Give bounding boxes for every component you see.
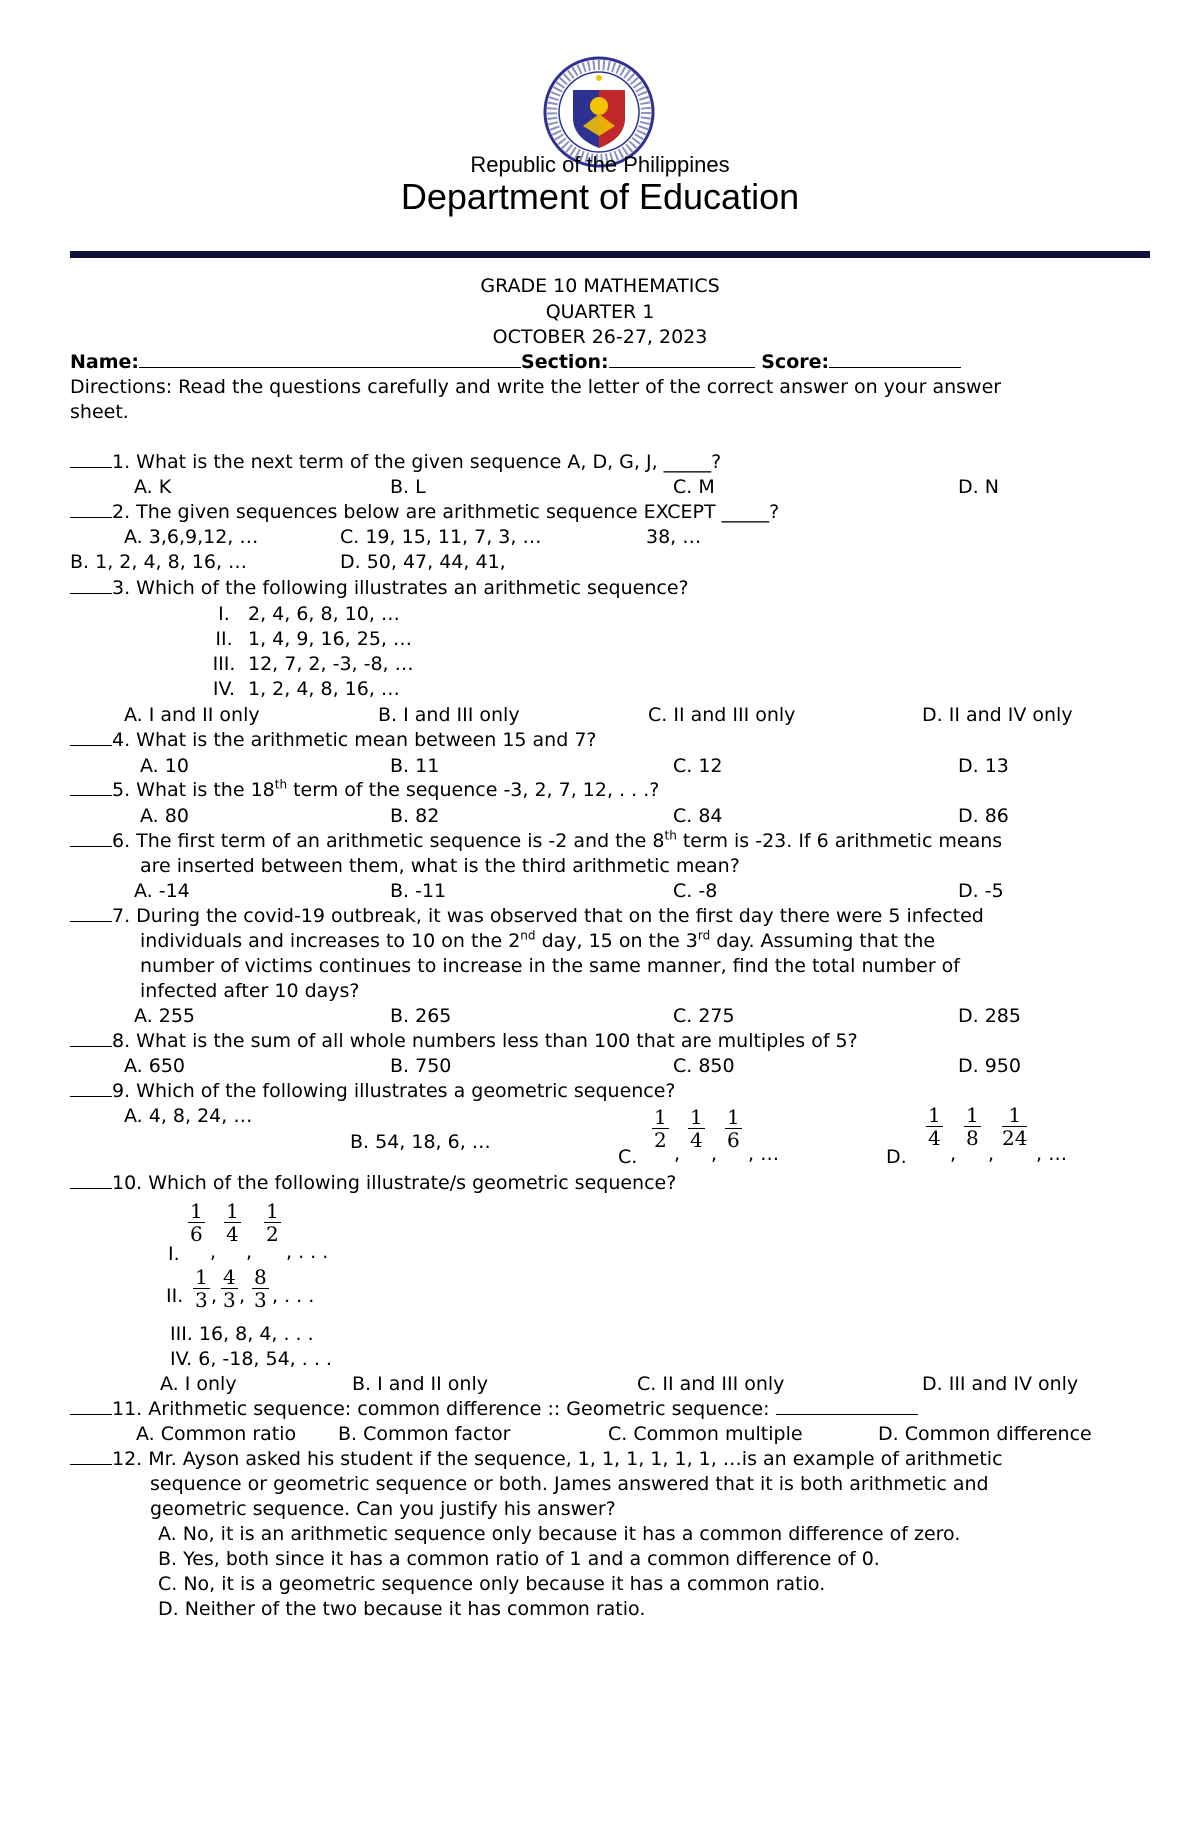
q12-choice-b: B. Yes, both since it has a common ratio of 1 and a common difference of 0. — [158, 1548, 880, 1570]
answer-blank[interactable] — [70, 501, 112, 518]
question-4: 4. What is the arithmetic mean between 15 and 7? — [70, 728, 597, 753]
q2-choice-d: D. 50, 47, 44, 41, — [340, 551, 506, 573]
answer-blank[interactable] — [70, 577, 112, 594]
q10-choice-a: A. I only — [160, 1373, 237, 1395]
question-5: 5. What is the 18th term of the sequence -3, 2, 7, 12, . . .? — [70, 778, 659, 803]
q4-choice-d: D. 13 — [958, 755, 1009, 777]
q10-choice-c: C. II and III only — [637, 1373, 785, 1395]
question-3: 3. Which of the following illustrates an arithmetic sequence? — [70, 576, 689, 601]
q10-item-ii-label: II. — [166, 1285, 184, 1307]
section-label: Section: — [521, 351, 609, 373]
q10-item-i-label: I. — [168, 1243, 180, 1265]
q6-line-2: are inserted between them, what is the third arithmetic mean? — [140, 855, 740, 877]
q9-choice-a: A. 4, 8, 24, … — [124, 1105, 253, 1127]
fraction: $\frac{1}{4}$ — [690, 1105, 703, 1152]
answer-blank[interactable] — [70, 1080, 112, 1097]
fraction: $\frac{1}{24}$ — [1002, 1103, 1028, 1150]
answer-blank[interactable] — [70, 905, 112, 922]
exam-date: OCTOBER 26-27, 2023 — [492, 326, 708, 348]
ellipsis: , … — [1036, 1143, 1068, 1165]
comma: , — [674, 1143, 681, 1165]
score-blank[interactable] — [829, 351, 961, 368]
comma: , — [711, 1143, 718, 1165]
name-field[interactable] — [70, 350, 961, 375]
q10-item-iv: IV. 6, -18, 54, . . . — [170, 1348, 332, 1370]
comma: , — [246, 1241, 253, 1263]
q6-choice-b: B. -11 — [390, 880, 447, 902]
name-label: Name: — [70, 351, 140, 373]
q7-choice-b: B. 265 — [390, 1005, 452, 1027]
q6-choice-a: A. -14 — [134, 880, 190, 902]
q11-choice-d: D. Common difference — [878, 1423, 1092, 1445]
q3-item-num: III. — [212, 653, 236, 675]
q11-choice-a: A. Common ratio — [136, 1423, 297, 1445]
fraction: $\frac{4}{3}$ — [223, 1265, 236, 1312]
q5-choice-d: D. 86 — [958, 805, 1009, 827]
republic-heading: Republic of the Philippines — [470, 152, 730, 177]
q9-choice-b: B. 54, 18, 6, … — [350, 1131, 491, 1153]
q12-line-2: sequence or geometric sequence or both. James answered that it is both arithmetic and — [150, 1473, 989, 1495]
directions-line-2: sheet. — [70, 401, 129, 423]
q12-choice-a: A. No, it is an arithmetic sequence only because it has a common difference of zero. — [158, 1523, 961, 1545]
header-rule — [70, 251, 1150, 258]
q5-choice-b: B. 82 — [390, 805, 440, 827]
q5-choice-c: C. 84 — [673, 805, 723, 827]
q3-item-text: 1, 2, 4, 8, 16, … — [248, 678, 400, 700]
q8-choice-b: B. 750 — [390, 1055, 452, 1077]
q12-choice-c: C. No, it is a geometric sequence only because it has a common ratio. — [158, 1573, 826, 1595]
answer-blank[interactable] — [70, 729, 112, 746]
fraction: $\frac{1}{6}$ — [190, 1199, 203, 1246]
q7-choice-c: C. 275 — [673, 1005, 735, 1027]
question-7: 7. During the covid-19 outbreak, it was observed that on the first day there were 5 infected — [70, 904, 984, 929]
q10-item-iii: III. 16, 8, 4, . . . — [170, 1323, 314, 1345]
answer-blank[interactable] — [70, 1030, 112, 1047]
score-label: Score: — [761, 351, 830, 373]
q7-line-3: number of victims continues to increase in the same manner, find the total number of — [140, 955, 960, 977]
comma: , — [239, 1285, 246, 1307]
ellipsis: , . . . — [272, 1285, 315, 1307]
fraction: $\frac{8}{3}$ — [254, 1265, 267, 1312]
q9-choice-c-label: C. — [618, 1146, 638, 1168]
question-10: 10. Which of the following illustrate/s geometric sequence? — [70, 1171, 676, 1196]
q8-choice-c: C. 850 — [673, 1055, 735, 1077]
q4-choice-c: C. 12 — [673, 755, 723, 777]
answer-blank[interactable] — [70, 1172, 112, 1189]
q3-item-text: 2, 4, 6, 8, 10, … — [248, 603, 400, 625]
comma: , — [988, 1143, 995, 1165]
q2-choice-b: B. 1, 2, 4, 8, 16, … — [70, 551, 248, 573]
q1-choice-b: B. L — [390, 476, 426, 498]
q1-choice-d: D. N — [958, 476, 999, 498]
q10-choice-b: B. I and II only — [352, 1373, 488, 1395]
q1-choice-c: C. M — [673, 476, 715, 498]
q12-line-3: geometric sequence. Can you justify his answer? — [150, 1498, 616, 1520]
question-1: 1. What is the next term of the given sequence A, D, G, J, _____? — [70, 450, 721, 475]
q3-choice-c: C. II and III only — [648, 704, 796, 726]
comma: , — [211, 1285, 218, 1307]
fraction: $\frac{1}{2}$ — [266, 1199, 279, 1246]
name-blank[interactable] — [139, 351, 521, 368]
q4-choice-b: B. 11 — [390, 755, 440, 777]
q8-choice-d: D. 950 — [958, 1055, 1021, 1077]
comma: , — [950, 1143, 957, 1165]
q8-choice-a: A. 650 — [124, 1055, 186, 1077]
q4-choice-a: A. 10 — [140, 755, 189, 777]
answer-blank[interactable] — [70, 1448, 112, 1465]
q6-choice-d: D. -5 — [958, 880, 1004, 902]
q3-item-num: II. — [215, 628, 233, 650]
fraction: $\frac{1}{2}$ — [654, 1105, 667, 1152]
ellipsis: , . . . — [286, 1241, 329, 1263]
q5-choice-a: A. 80 — [140, 805, 189, 827]
comma: , — [210, 1241, 217, 1263]
section-blank[interactable] — [609, 351, 755, 368]
analogy-blank[interactable] — [776, 1398, 918, 1415]
q3-choice-d: D. II and IV only — [922, 704, 1073, 726]
q11-choice-b: B. Common factor — [338, 1423, 511, 1445]
answer-blank[interactable] — [70, 779, 112, 796]
directions-line-1: Directions: Read the questions carefully and write the letter of the correct answer on your answer — [70, 376, 1002, 398]
q3-item-text: 12, 7, 2, -3, -8, … — [248, 653, 414, 675]
q10-choice-d: D. III and IV only — [922, 1373, 1079, 1395]
question-8: 8. What is the sum of all whole numbers less than 100 that are multiples of 5? — [70, 1029, 858, 1054]
q1-choice-a: A. K — [134, 476, 172, 498]
answer-blank[interactable] — [70, 830, 112, 847]
fraction: $\frac{1}{6}$ — [727, 1105, 740, 1152]
question-6: 6. The first term of an arithmetic sequence is -2 and the 8th term is -23. If 6 arithmetic means — [70, 829, 1002, 854]
ellipsis: , … — [748, 1143, 780, 1165]
q2-choice-a: A. 3,6,9,12, … — [124, 526, 259, 548]
question-11: 11. Arithmetic sequence: common difference :: Geometric sequence: — [70, 1397, 918, 1422]
q7-choice-d: D. 285 — [958, 1005, 1021, 1027]
q12-choice-d: D. Neither of the two because it has common ratio. — [158, 1598, 646, 1620]
q3-item-num: IV. — [212, 678, 236, 700]
exam-quarter: QUARTER 1 — [545, 301, 655, 323]
question-2: 2. The given sequences below are arithmetic sequence EXCEPT _____? — [70, 500, 779, 525]
q9-choice-d-label: D. — [886, 1146, 907, 1168]
q3-choice-a: A. I and II only — [124, 704, 260, 726]
q7-line-4: infected after 10 days? — [140, 980, 360, 1002]
fraction: $\frac{1}{3}$ — [195, 1265, 208, 1312]
q2-choice-c: C. 19, 15, 11, 7, 3, … — [340, 526, 542, 548]
q3-choice-b: B. I and III only — [378, 704, 520, 726]
fraction: $\frac{1}{4}$ — [928, 1103, 941, 1150]
question-9: 9. Which of the following illustrates a geometric sequence? — [70, 1079, 676, 1104]
fraction: $\frac{1}{4}$ — [226, 1199, 239, 1246]
q3-item-text: 1, 4, 9, 16, 25, … — [248, 628, 413, 650]
q3-item-num: I. — [218, 603, 230, 625]
exam-subject: GRADE 10 MATHEMATICS — [480, 275, 720, 297]
q6-choice-c: C. -8 — [673, 880, 718, 902]
fraction: $\frac{1}{8}$ — [966, 1103, 979, 1150]
department-heading: Department of Education — [400, 176, 800, 217]
answer-blank[interactable] — [70, 451, 112, 468]
q2-choice-c-cont: 38, … — [646, 526, 702, 548]
q7-line-2: individuals and increases to 10 on the 2nd day, 15 on the 3rd day. Assuming that the — [140, 928, 936, 952]
q11-choice-c: C. Common multiple — [608, 1423, 803, 1445]
question-12: 12. Mr. Ayson asked his student if the sequence, 1, 1, 1, 1, 1, 1, …is an example of arithmetic — [70, 1447, 1003, 1472]
answer-blank[interactable] — [70, 1398, 112, 1415]
q7-choice-a: A. 255 — [134, 1005, 196, 1027]
